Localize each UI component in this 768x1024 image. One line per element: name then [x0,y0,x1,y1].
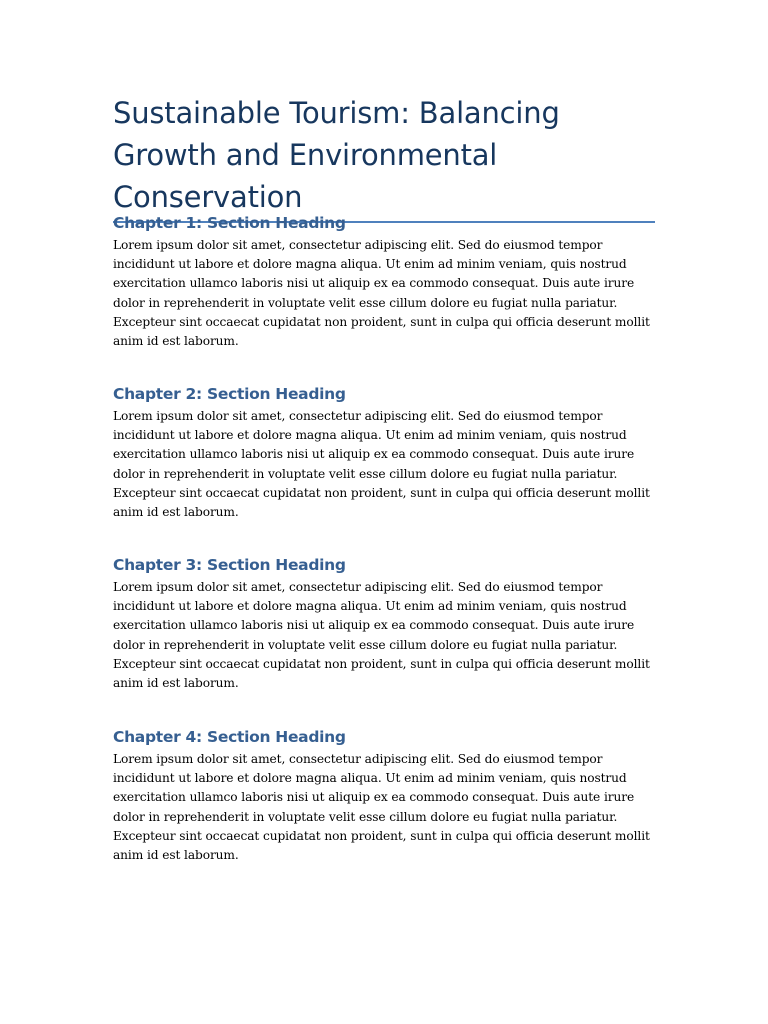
section-body: Lorem ipsum dolor sit amet, consectetur adipiscing elit. Sed do eiusmod tempor incididunt ut labore et dolore magna aliqua. Ut enim ad minim veniam, quis nostrud exercitation ullamco laboris nisi ut aliquip ex ea commodo consequat. Duis aute irure dolor in reprehenderit in voluptate velit esse cillum dolore eu fugiat nulla pariatur. Excepteur sint occaecat cupidatat non proident, sunt in culpa qui officia deserunt mollit anim id est laborum. [113,238,650,349]
section-body: Lorem ipsum dolor sit amet, consectetur adipiscing elit. Sed do eiusmod tempor incididunt ut labore et dolore magna aliqua. Ut enim ad minim veniam, quis nostrud exercitation ullamco laboris nisi ut aliquip ex ea commodo consequat. Duis aute irure dolor in reprehenderit in voluptate velit esse cillum dolore eu fugiat nulla pariatur. Excepteur sint occaecat cupidatat non proident, sunt in culpa qui officia deserunt mollit anim id est laborum. [113,409,650,520]
document-content [113,92,655,863]
section-body: Lorem ipsum dolor sit amet, consectetur adipiscing elit. Sed do eiusmod tempor incididunt ut labore et dolore magna aliqua. Ut enim ad minim veniam, quis nostrud exercitation ullamco laboris nisi ut aliquip ex ea commodo consequat. Duis aute irure dolor in reprehenderit in voluptate velit esse cillum dolore eu fugiat nulla pariatur. Excepteur sint occaecat cupidatat non proident, sunt in culpa qui officia deserunt mollit anim id est laborum. [113,752,650,863]
section-heading: Chapter 1: Section Heading [113,214,346,232]
section-chapter-4 [113,726,655,865]
section-body: Lorem ipsum dolor sit amet, consectetur adipiscing elit. Sed do eiusmod tempor incididunt ut labore et dolore magna aliqua. Ut enim ad minim veniam, quis nostrud exercitation ullamco laboris nisi ut aliquip ex ea commodo consequat. Duis aute irure dolor in reprehenderit in voluptate velit esse cillum dolore eu fugiat nulla pariatur. Excepteur sint occaecat cupidatat non proident, sunt in culpa qui officia deserunt mollit anim id est laborum. [113,580,650,691]
section-heading: Chapter 2: Section Heading [113,385,346,403]
section-chapter-1 [113,212,655,351]
section-chapter-3 [113,554,655,693]
document-title: Sustainable Tourism: Balancing Growth and Environmental Conservation [113,96,560,214]
section-heading: Chapter 3: Section Heading [113,556,346,574]
section-chapter-2 [113,383,655,522]
section-heading: Chapter 4: Section Heading [113,728,346,746]
